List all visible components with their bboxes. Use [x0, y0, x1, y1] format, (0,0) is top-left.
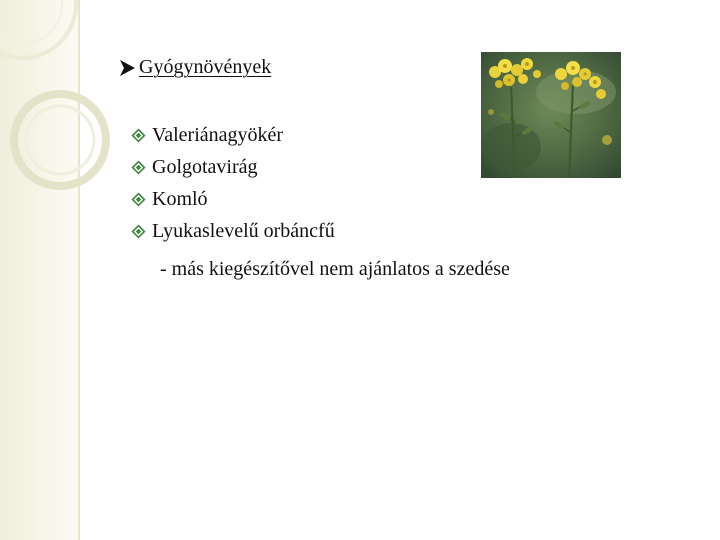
arrowhead-bullet-icon	[118, 59, 136, 77]
list-item	[131, 183, 335, 215]
slide-title	[118, 56, 271, 79]
list-item	[131, 151, 335, 183]
list-item	[131, 119, 335, 151]
diamond-bullet-icon	[131, 160, 146, 175]
list-item-label: Golgotavirág	[152, 155, 258, 178]
list-item-label: Lyukaslevelű orbáncfű	[152, 219, 335, 242]
list-item-label: Komló	[152, 187, 208, 210]
list-item-label: Valeriánagyökér	[152, 123, 284, 146]
diamond-bullet-icon	[131, 128, 146, 143]
diamond-bullet-icon	[131, 224, 146, 239]
list-item	[131, 215, 335, 247]
decorative-circles	[0, 0, 130, 230]
usage-note: - más kiegészítővel nem ajánlatos a szedése	[160, 258, 510, 280]
herb-list	[131, 119, 335, 247]
slide-title-text: Gyógynövények	[139, 56, 272, 78]
st-johns-wort-photo	[481, 52, 621, 178]
diamond-bullet-icon	[131, 192, 146, 207]
